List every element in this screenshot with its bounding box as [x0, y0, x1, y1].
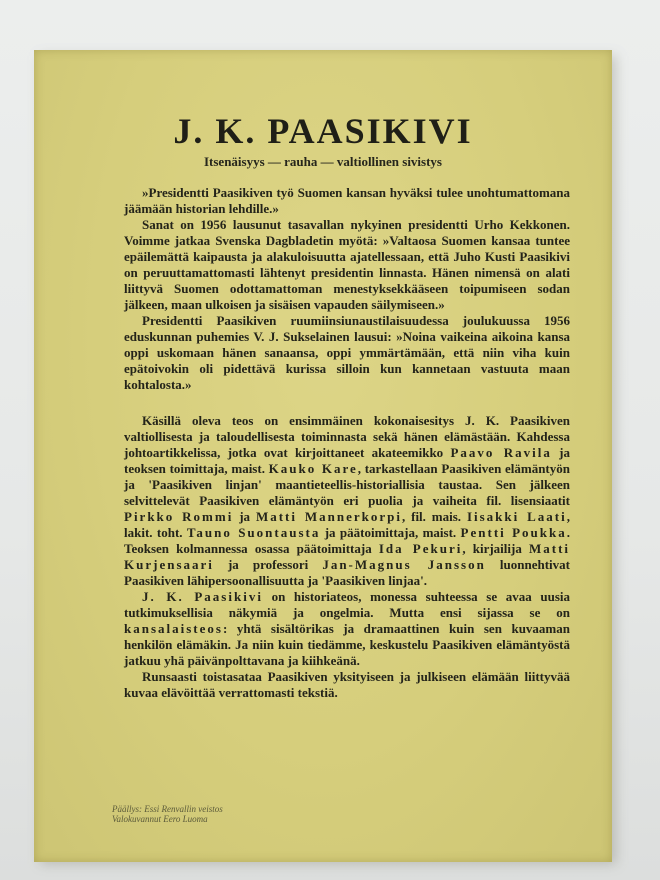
cover-credits — [112, 804, 223, 824]
author-name: Paavo Ravila — [450, 445, 552, 460]
author-name: Jan-Magnus Jansson — [322, 557, 486, 572]
book-title: J. K. PAASIKIVI — [173, 111, 473, 151]
paragraph-pictures: Runsaasti toistasataa Paasikiven yksityiseen ja julkiseen elämään liittyvää kuvaa elävöittää verrattomasti tekstiä. — [124, 669, 570, 700]
book-back-cover — [34, 50, 612, 862]
book-subtitle: Itsenäisyys — rauha — valtiollinen sivistys — [203, 154, 442, 169]
paragraph-svenska-dagbladet: Sanat on 1956 lausunut tasavallan nykyinen presidentti Urho Kekkonen. Voimme jatkaa Svenska Dagbladetin myötä: »Valtaosa Suomen kansaa tuntee epäilemättä kaipausta ja alakuloisuutta ajatellessaan, että Juho Kusti Paasikivi on peruuttamattomasti lähtenyt presidentin linnasta. Hänen nimensä on alati liittyvä Suomen odottamattoman menestyksekkääseen toipumiseen sodan jälkeen, maan ulkoisen ja sisäisen vapauden säilymiseen.» — [124, 217, 570, 312]
paragraph-historiateos: J. K. Paasikivi on historiateos, monessa suhteessa se avaa uusia tutkimuksellisia näkymiä ja ongelmia. Mutta ensi sijassa se on kansalaisteos: yhtä sisältörikas ja dramaattinen kuin sen kuvaaman henkilön elämäkin. Ja niin kuin tiedämme, keskustelu Paasikiven elämäntyöstä jatkuu yhä päivänpolttavana ja kiihkeänä. — [124, 589, 570, 668]
author-name: Matti Kurjensaari — [124, 541, 571, 572]
author-name: Ida Pekuri — [378, 541, 463, 556]
credit-photo: Valokuvannut Eero Luoma — [112, 814, 208, 824]
author-name: Tauno Suontausta — [186, 525, 321, 540]
credit-sculpture: Päällys: Essi Renvallin veistos — [112, 804, 223, 814]
author-name: Pirkko Rommi — [124, 509, 234, 524]
emphasis-word: kansalaisteos — [124, 621, 223, 636]
paragraph-sukselainen: Presidentti Paasikiven ruumiinsiunaustilaisuudessa joulukuussa 1956 eduskunnan puhemies V. J. Sukselainen lausui: »Noina vaikeina aikoina kansa oppi uskomaan hänen sanaansa, oppi ymmärtämään, että niin viha kuin epätoivokin oli pidettävä kurissa silloin kun kannetaan vastuuta maan kohtalosta.» — [124, 313, 570, 392]
author-name: Matti Mannerkorpi — [255, 509, 402, 524]
author-name: Kauko Kare — [268, 461, 358, 476]
paragraph-contents: Käsillä oleva teos on ensimmäinen kokonaisesitys J. K. Paasikiven valtiollisesta ja taloudellisesta toiminnasta sekä hänen elämästään. Kahdessa johtoartikkelissa, jotka ovat kirjoittaneet akateemikko Paavo Ravila ja teoksen toimittaja, maist. Kauko Kare, tarkastellaan Paasikiven elämäntyön ja 'Paasikiven linjan' maantieteellis-historiallisia taustaa. Sen jälkeen selvittelevät Paasikiven elämäntyön eri puolia ja vaiheita fil. lisensiaatit Pirkko Rommi ja Matti Mannerkorpi, fil. mais. Iisakki Laati, lakit. toht. Tauno Suontausta ja päätoimittaja, maist. Pentti Poukka. Teoksen kolmannessa osassa päätoimittaja Ida Pekuri, kirjailija Matti Kurjensaari ja professori Jan-Magnus Jansson luonnehtivat Paasikiven lähipersoonallisuutta ja 'Paasikiven linjaa'. — [124, 413, 571, 588]
author-name: Iisakki Laati — [466, 509, 567, 524]
paragraph-quote-kekkonen: »Presidentti Paasikiven työ Suomen kansan hyväksi tulee unohtumattomana jäämään historian lehdille.» — [124, 185, 570, 216]
blurb-text — [124, 185, 570, 701]
book-name: J. K. Paasikivi — [142, 589, 263, 604]
author-name: Pentti Poukka — [460, 525, 567, 540]
